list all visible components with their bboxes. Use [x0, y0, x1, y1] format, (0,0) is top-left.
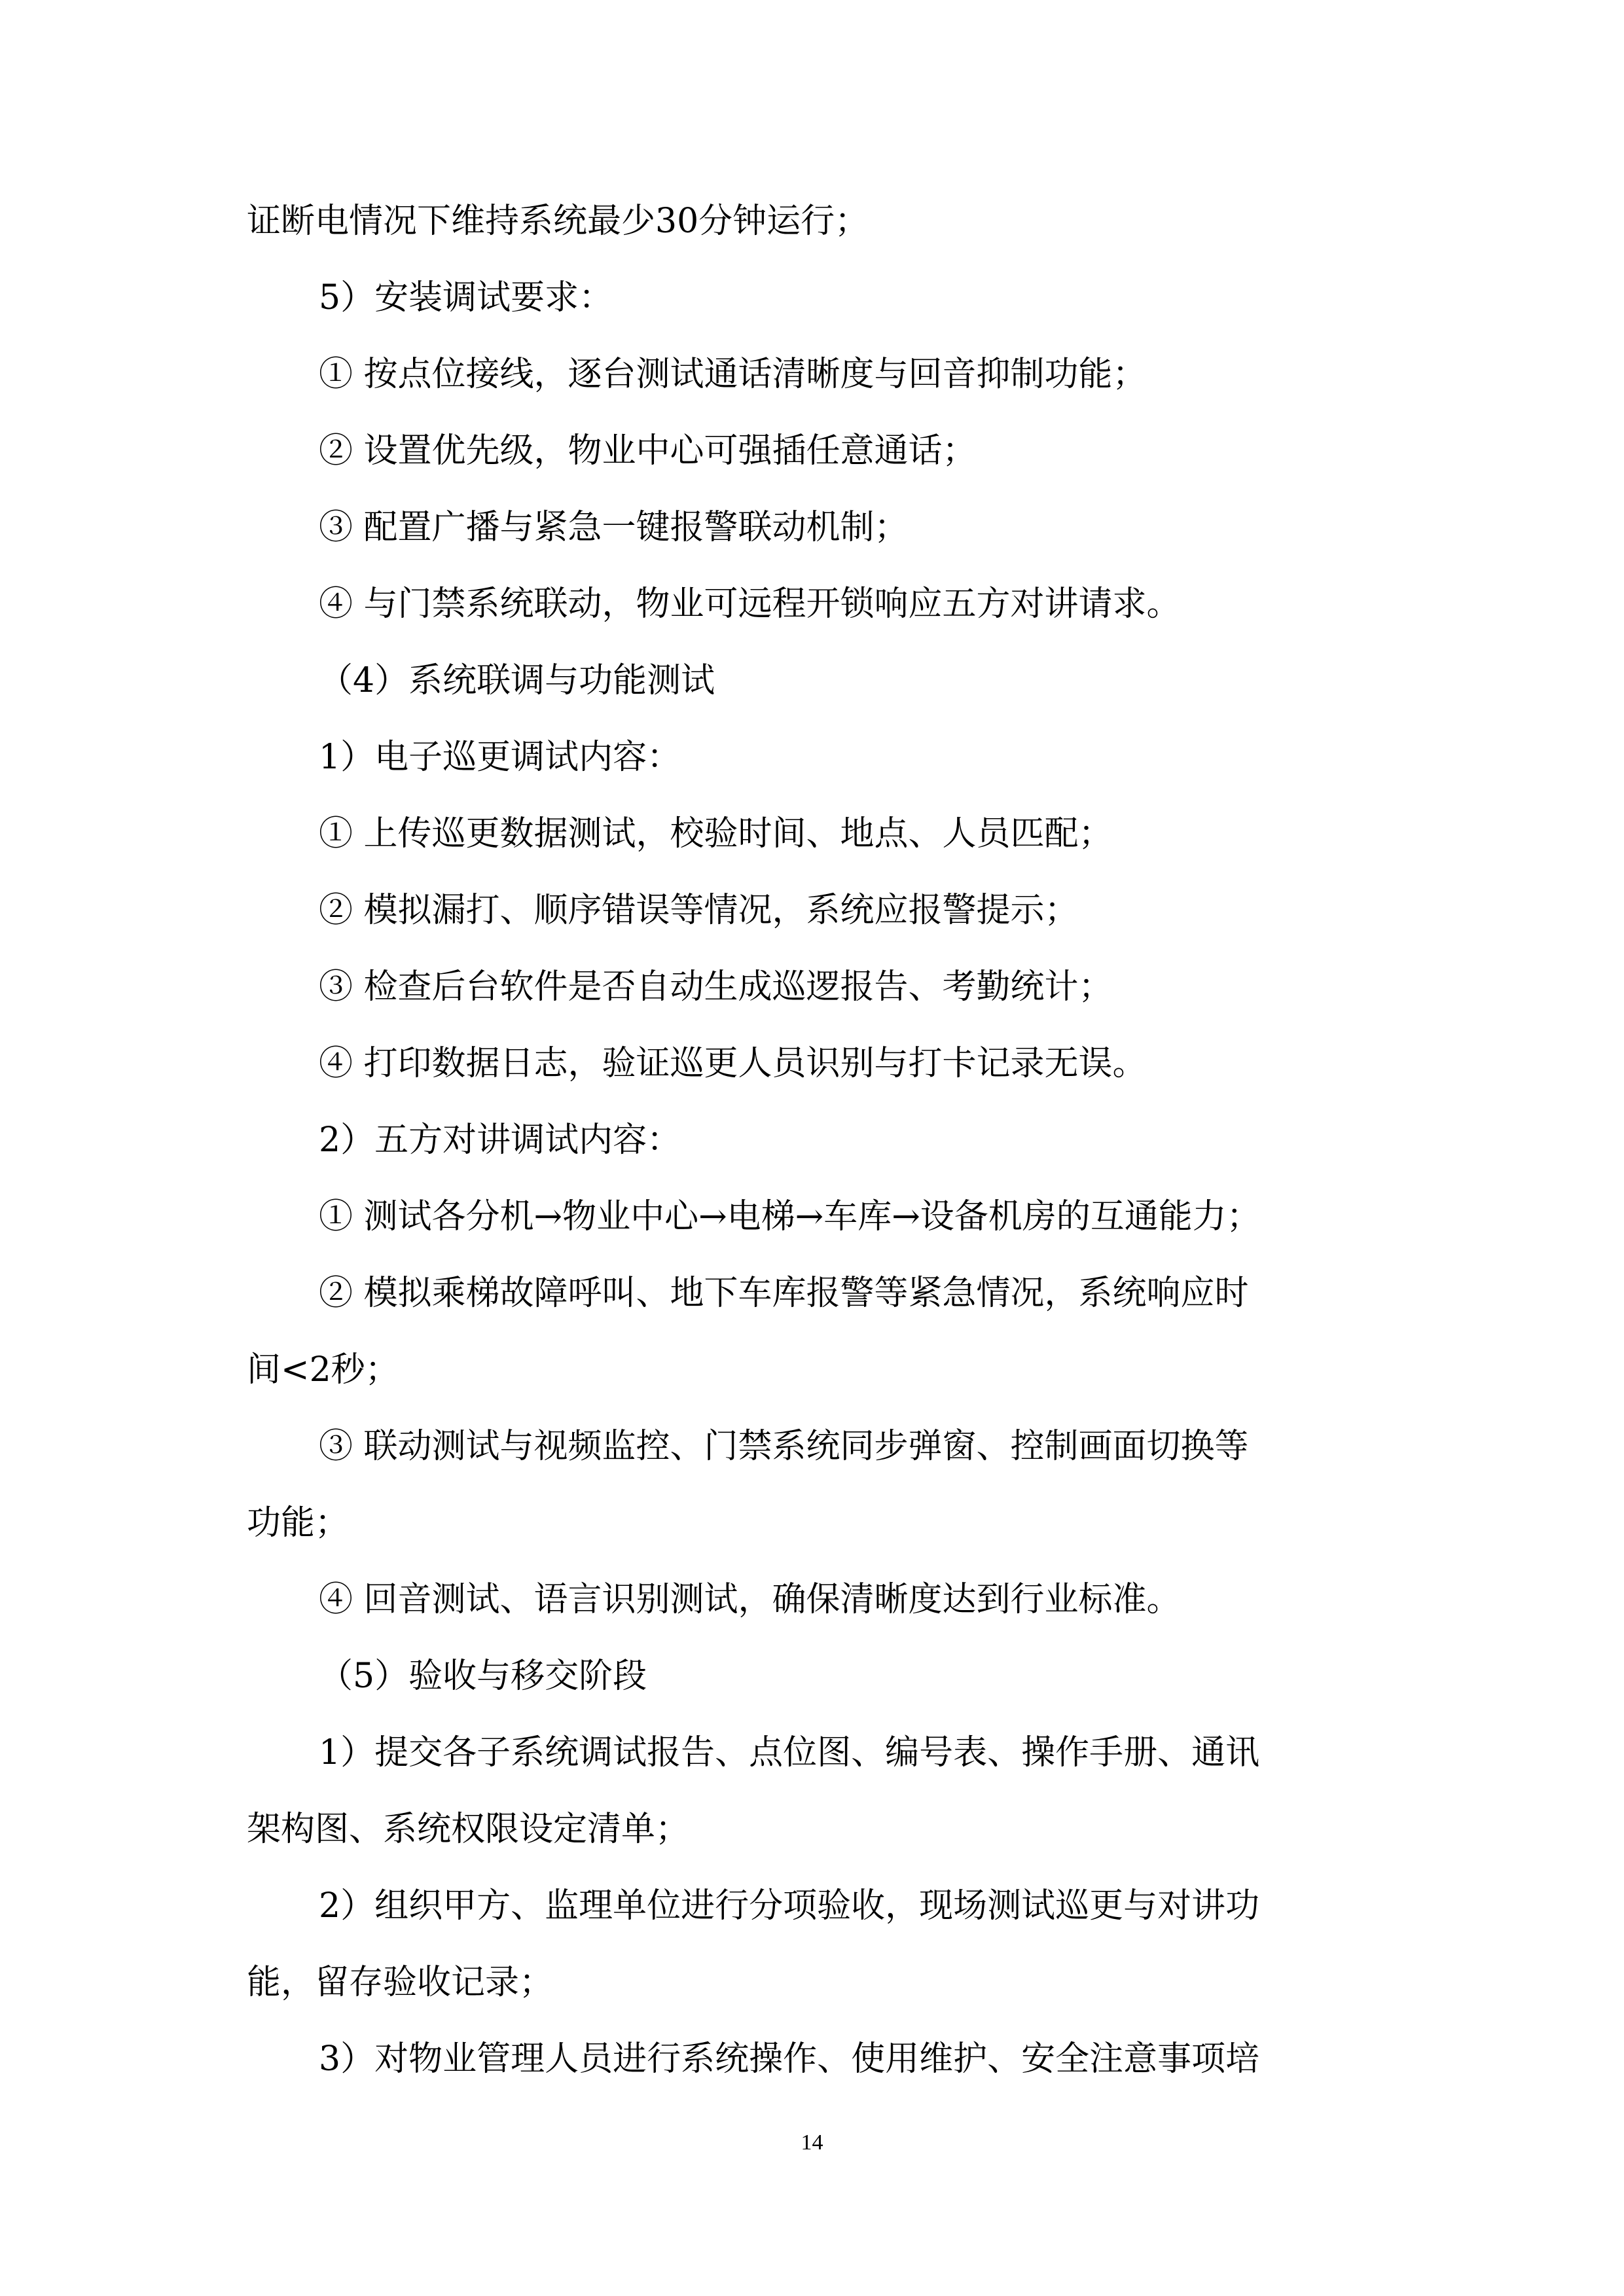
text-line-9: ① 上传巡更数据测试，校验时间、地点、人员匹配； [319, 814, 1113, 853]
text-line-15: ② 模拟乘梯故障呼叫、地下车库报警等紧急情况，系统响应时 [319, 1274, 1249, 1313]
text-line-22: 架构图、系统权限设定清单； [247, 1810, 690, 1849]
text-line-21: 1）提交各子系统调试报告、点位图、编号表、操作手册、通讯 [319, 1733, 1260, 1772]
text-line-14: ① 测试各分机→物业中心→电梯→车库→设备机房的互通能力； [319, 1197, 1261, 1236]
text-line-10: ② 模拟漏打、顺序错误等情况，系统应报警提示； [319, 891, 1079, 930]
text-line-5: ③ 配置广播与紧急一键报警联动机制； [319, 508, 909, 547]
text-line-23: 2）组织甲方、监理单位进行分项验收，现场测试巡更与对讲功 [319, 1886, 1260, 1926]
text-line-2: 5）安装调试要求： [319, 278, 613, 317]
text-line-8: 1）电子巡更调试内容： [319, 738, 681, 777]
text-line-25: 3）对物业管理人员进行系统操作、使用维护、安全注意事项培 [319, 2039, 1260, 2079]
section-heading-5: （5）验收与移交阶段 [319, 1657, 647, 1696]
text-line-19: ④ 回音测试、语言识别测试，确保清晰度达到行业标准。 [319, 1580, 1181, 1619]
text-line-24: 能，留存验收记录； [247, 1963, 554, 2002]
text-line-17: ③ 联动测试与视频监控、门禁系统同步弹窗、控制画面切换等 [319, 1427, 1249, 1466]
text-line-18: 功能； [247, 1503, 350, 1543]
text-line-3: ① 按点位接线，逐台测试通话清晰度与回音抑制功能； [319, 355, 1147, 394]
text-line-13: 2）五方对讲调试内容： [319, 1121, 681, 1160]
text-line-11: ③ 检查后台软件是否自动生成巡逻报告、考勤统计； [319, 967, 1113, 1007]
section-heading-4: （4）系统联调与功能测试 [319, 661, 715, 700]
text-line-1: 证断电情况下维持系统最少30分钟运行； [247, 202, 869, 241]
text-line-4: ② 设置优先级，物业中心可强插任意通话； [319, 431, 977, 471]
text-line-6: ④ 与门禁系统联动，物业可远程开锁响应五方对讲请求。 [319, 584, 1181, 624]
text-line-12: ④ 打印数据日志，验证巡更人员识别与打卡记录无误。 [319, 1044, 1147, 1083]
page-number: 14 [801, 2130, 823, 2155]
text-line-16: 间<2秒； [247, 1350, 399, 1390]
